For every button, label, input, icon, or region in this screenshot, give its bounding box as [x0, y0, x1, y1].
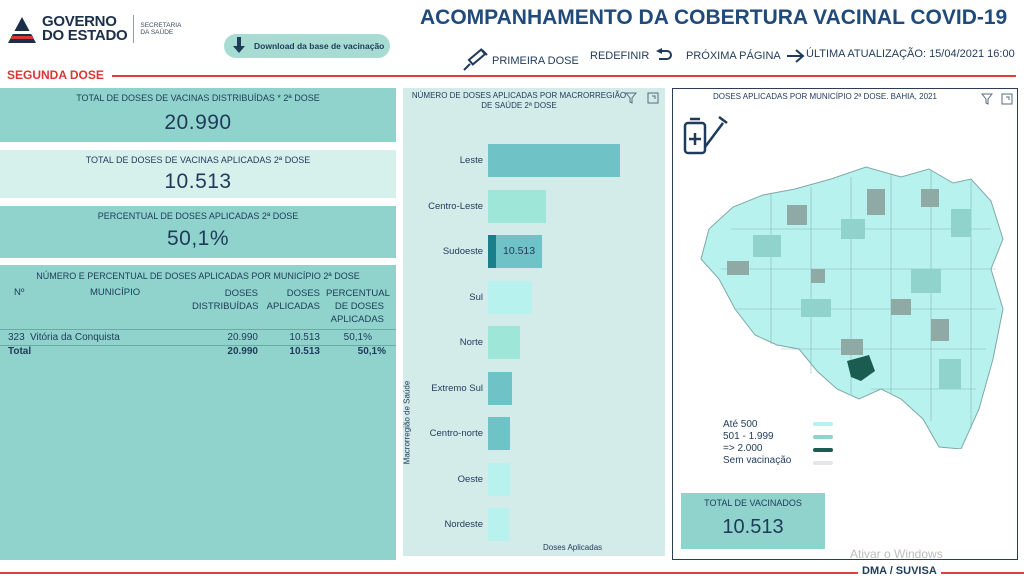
th-municipio[interactable]: MUNICÍPIO — [90, 287, 141, 298]
kpi-aplicadas-value: 10.513 — [164, 170, 232, 193]
bar-data-label: 10.513 — [503, 245, 536, 257]
nav-proxima-label: PRÓXIMA PÁGINA — [686, 50, 781, 62]
arrow-right-icon — [786, 48, 806, 64]
logo-sub2: DA SAÚDE — [140, 29, 174, 36]
map-legend — [723, 419, 791, 467]
th-num[interactable]: Nº — [14, 287, 25, 298]
table-header — [0, 287, 396, 327]
nav-redefinir-label: REDEFINIR — [590, 50, 650, 62]
kpi-percentual-label: PERCENTUAL DE DOSES APLICADAS 2ª DOSE — [97, 211, 299, 221]
kpi-distribuidas — [0, 88, 396, 142]
bahia-map-panel — [672, 88, 1018, 560]
section-label: SEGUNDA DOSE — [7, 68, 104, 82]
nav-primeira-label: PRIMEIRA DOSE — [492, 55, 579, 67]
undo-icon — [655, 48, 673, 64]
download-label: Download da base de vacinação — [254, 41, 385, 51]
footer-credit: DMA / SUVISA — [858, 565, 941, 577]
table-row[interactable] — [0, 332, 396, 346]
legend-item: Sem vacinação — [723, 455, 792, 466]
legend-item: => 2.000 — [723, 443, 763, 454]
logo-line2: DO ESTADO — [42, 27, 128, 44]
primeira-dose-button[interactable] — [460, 48, 579, 74]
cell-num: 323 — [8, 332, 25, 343]
bar-category-label: Nordeste — [444, 519, 483, 530]
expand-icon[interactable] — [647, 92, 659, 107]
bar-sul[interactable] — [488, 281, 532, 314]
bar-centro-leste[interactable] — [488, 190, 546, 223]
proxima-pagina-button[interactable] — [686, 48, 806, 64]
cell-municipio: Vitória da Conquista — [30, 332, 120, 343]
total-percentual: 50,1% — [357, 346, 386, 357]
logo — [8, 12, 218, 46]
header-divider — [112, 75, 1016, 77]
kpi-percentual-value: 50,1% — [166, 227, 230, 250]
bar-norte[interactable] — [488, 326, 520, 359]
download-arrow-icon — [232, 37, 246, 55]
total-label: Total — [8, 346, 32, 357]
cell-distribuidas: 20.990 — [227, 332, 258, 343]
total-vacinados-card — [681, 493, 825, 549]
x-axis-title: Doses Aplicadas — [543, 543, 603, 552]
legend-item: 501 - 1.999 — [723, 431, 774, 442]
table-title: NÚMERO E PERCENTUAL DE DOSES APLICADAS POR MUNICÍPIO 2ª DOSE — [36, 271, 360, 281]
redefinir-button[interactable] — [590, 48, 673, 64]
y-axis-title: Macrorregião de Saúde — [402, 380, 412, 465]
bar-category-label: Sul — [469, 291, 483, 303]
bar-oeste[interactable] — [488, 463, 510, 496]
page-title: ACOMPANHAMENTO DA COBERTURA VACINAL COVID-19 — [420, 6, 1008, 29]
th-aplicadas[interactable]: DOSES APLICADAS — [266, 288, 320, 312]
bar-category-label: Centro-norte — [429, 428, 483, 439]
macrorregiao-bar-chart — [403, 88, 665, 556]
kpi-distribuidas-label: TOTAL DE DOSES DE VACINAS DISTRIBUÍDAS * 2ª DOSE — [76, 93, 320, 103]
cell-percentual: 50,1% — [343, 332, 372, 343]
total-vacinados-label: TOTAL DE VACINADOS — [704, 498, 802, 508]
bar-highlight-segment[interactable] — [488, 235, 496, 268]
kpi-distribuidas-value: 20.990 — [164, 111, 232, 134]
map-expand-icon[interactable] — [1001, 93, 1013, 108]
bar-category-label: Norte — [459, 337, 483, 348]
bar-category-label: Leste — [459, 155, 483, 166]
bar-category-label: Sudoeste — [442, 246, 483, 257]
municipio-table — [0, 265, 396, 560]
bar-leste[interactable] — [488, 144, 620, 177]
filter-icon[interactable] — [625, 92, 637, 107]
bar-category-label: Extremo Sul — [431, 382, 483, 394]
map-filter-icon[interactable] — [981, 93, 993, 108]
total-vacinados-value: 10.513 — [722, 516, 784, 538]
th-percentual[interactable]: PERCENTUAL DE DOSES APLICADAS — [326, 288, 390, 325]
kpi-aplicadas — [0, 150, 396, 198]
bar-chart-title: NÚMERO DE DOSES APLICADAS POR MACRORREGIÃO DE SAÚDE 2ª DOSE — [411, 91, 627, 110]
bahia-flag-icon — [8, 15, 36, 43]
logo-sub1: SECRETARIA — [140, 22, 182, 29]
legend-swatch-none — [813, 461, 833, 465]
bar-category-label: Centro-Leste — [428, 200, 483, 212]
bahia-map[interactable] — [691, 149, 1011, 449]
logo-line1: GOVERNO — [42, 13, 117, 30]
th-distribuidas[interactable]: DOSES DISTRIBUÍDAS — [192, 288, 259, 312]
cell-aplicadas: 10.513 — [289, 332, 320, 343]
map-title: DOSES APLICADAS POR MUNICÍPIO 2ª DOSE. BAHIA, 2021 — [713, 92, 937, 101]
bar-category-label: Oeste — [457, 473, 483, 485]
last-update: ÚLTIMA ATUALIZAÇÃO: 15/04/2021 16:00 — [806, 48, 1015, 60]
table-total-row — [0, 346, 396, 360]
download-button[interactable] — [224, 34, 390, 58]
legend-swatch-high — [813, 448, 833, 452]
legend-item: Até 500 — [723, 419, 758, 430]
bar-extremo-sul[interactable] — [488, 372, 512, 405]
total-aplicadas: 10.513 — [289, 346, 320, 357]
kpi-percentual — [0, 206, 396, 258]
windows-watermark: Ativar o Windows — [850, 547, 943, 561]
total-distribuidas: 20.990 — [227, 346, 258, 357]
legend-swatch-mid — [813, 435, 833, 439]
kpi-aplicadas-label: TOTAL DE DOSES DE VACINAS APLICADAS 2ª DOSE — [85, 155, 311, 165]
bar-centro-norte[interactable] — [488, 417, 510, 450]
bar-nordeste[interactable] — [488, 508, 509, 541]
legend-swatch-low — [813, 422, 833, 426]
syringe-icon — [460, 48, 490, 74]
